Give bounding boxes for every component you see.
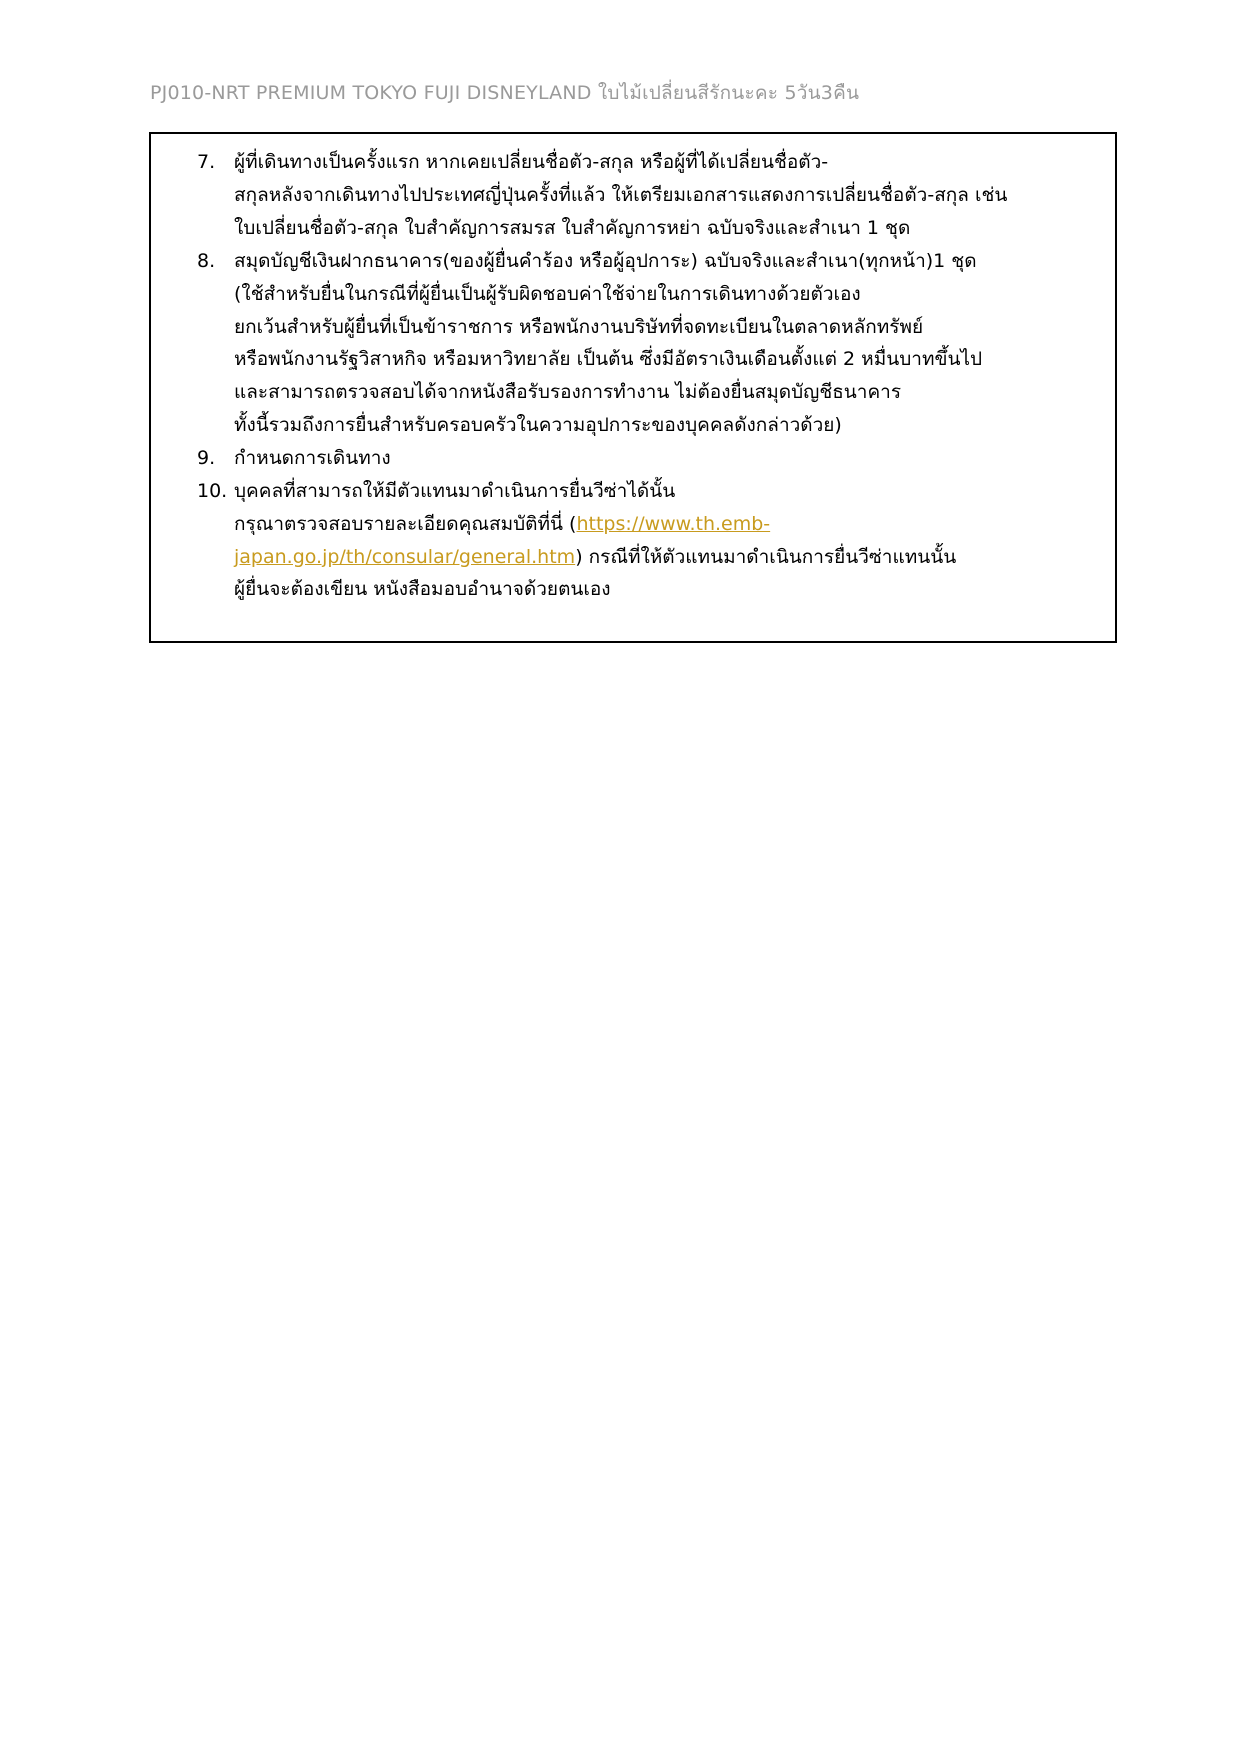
item-line: กำหนดการเดินทาง <box>234 447 391 469</box>
consular-link-part-2[interactable]: japan.go.jp/th/consular/general.htm <box>234 545 576 568</box>
item-line: สกุลหลังจากเดินทางไปประเทศญี่ปุ่นครั้งที่แล้ว ให้เตรียมเอกสารแสดงการเปลี่ยนชื่อตัว-สกุล เช่น <box>234 183 1008 206</box>
item-number: 10. <box>197 480 228 502</box>
item-line: หรือพนักงานรัฐวิสาหกิจ หรือมหาวิทยาลัย เป็นต้น ซึ่งมีอัตราเงินเดือนตั้งแต่ 2 หมื่นบาทขึ้นไป <box>234 348 983 371</box>
item-line-suffix: ) กรณีที่ให้ตัวแทนมาดำเนินการยื่นวีซ่าแทนนั้น <box>575 545 957 568</box>
item-text <box>234 442 1114 475</box>
item-line <box>234 508 1114 541</box>
item-number: 9. <box>197 447 216 469</box>
item-line: สมุดบัญชีเงินฝากธนาคาร(ของผู้ยื่นคำร้อง หรือผู้อุปการะ) ฉบับจริงและสำเนา(ทุกหน้า)1 ชุด <box>234 250 977 272</box>
item-line <box>234 541 1114 574</box>
item-text <box>234 475 1114 606</box>
item-text <box>234 245 1114 442</box>
item-line-prefix: กรุณาตรวจสอบรายละเอียดคุณสมบัติที่นี่ ( <box>234 512 577 535</box>
item-line: ผู้ที่เดินทางเป็นครั้งแรก หากเคยเปลี่ยนชื่อตัว-สกุล หรือผู้ที่ได้เปลี่ยนชื่อตัว- <box>234 151 829 173</box>
item-number: 7. <box>197 151 216 173</box>
item-line: (ใช้สำหรับยื่นในกรณีที่ผู้ยื่นเป็นผู้รับผิดชอบค่าใช้จ่ายในการเดินทางด้วยตัวเอง <box>234 282 861 305</box>
item-line: ผู้ยื่นจะต้องเขียน หนังสือมอบอำนาจด้วยตนเอง <box>234 578 611 601</box>
item-line: ยกเว้นสำหรับผู้ยื่นที่เป็นข้าราชการ หรือพนักงานบริษัทที่จดทะเบียนในตลาดหลักทรัพย์ <box>234 315 924 338</box>
item-line: ใบเปลี่ยนชื่อตัว-สกุล ใบสำคัญการสมรส ใบสำคัญการหย่า ฉบับจริงและสำเนา 1 ชุด <box>234 216 911 239</box>
item-number: 8. <box>197 250 216 272</box>
document-header: PJ010-NRT PREMIUM TOKYO FUJI DISNEYLAND ใบไม้เปลี่ยนสีรักนะคะ 5วัน3คืน <box>150 82 860 104</box>
consular-link-part-1[interactable]: https://www.th.emb- <box>576 512 771 535</box>
item-line: และสามารถตรวจสอบได้จากหนังสือรับรองการทำงาน ไม่ต้องยื่นสมุดบัญชีธนาคาร <box>234 381 902 404</box>
item-line: บุคคลที่สามารถให้มีตัวแทนมาดำเนินการยื่นวีซ่าได้นั้น <box>234 480 676 502</box>
item-line: ทั้งนี้รวมถึงการยื่นสำหรับครอบครัวในความอุปการะของบุคคลดังกล่าวด้วย) <box>234 413 842 436</box>
item-text <box>234 146 1114 244</box>
